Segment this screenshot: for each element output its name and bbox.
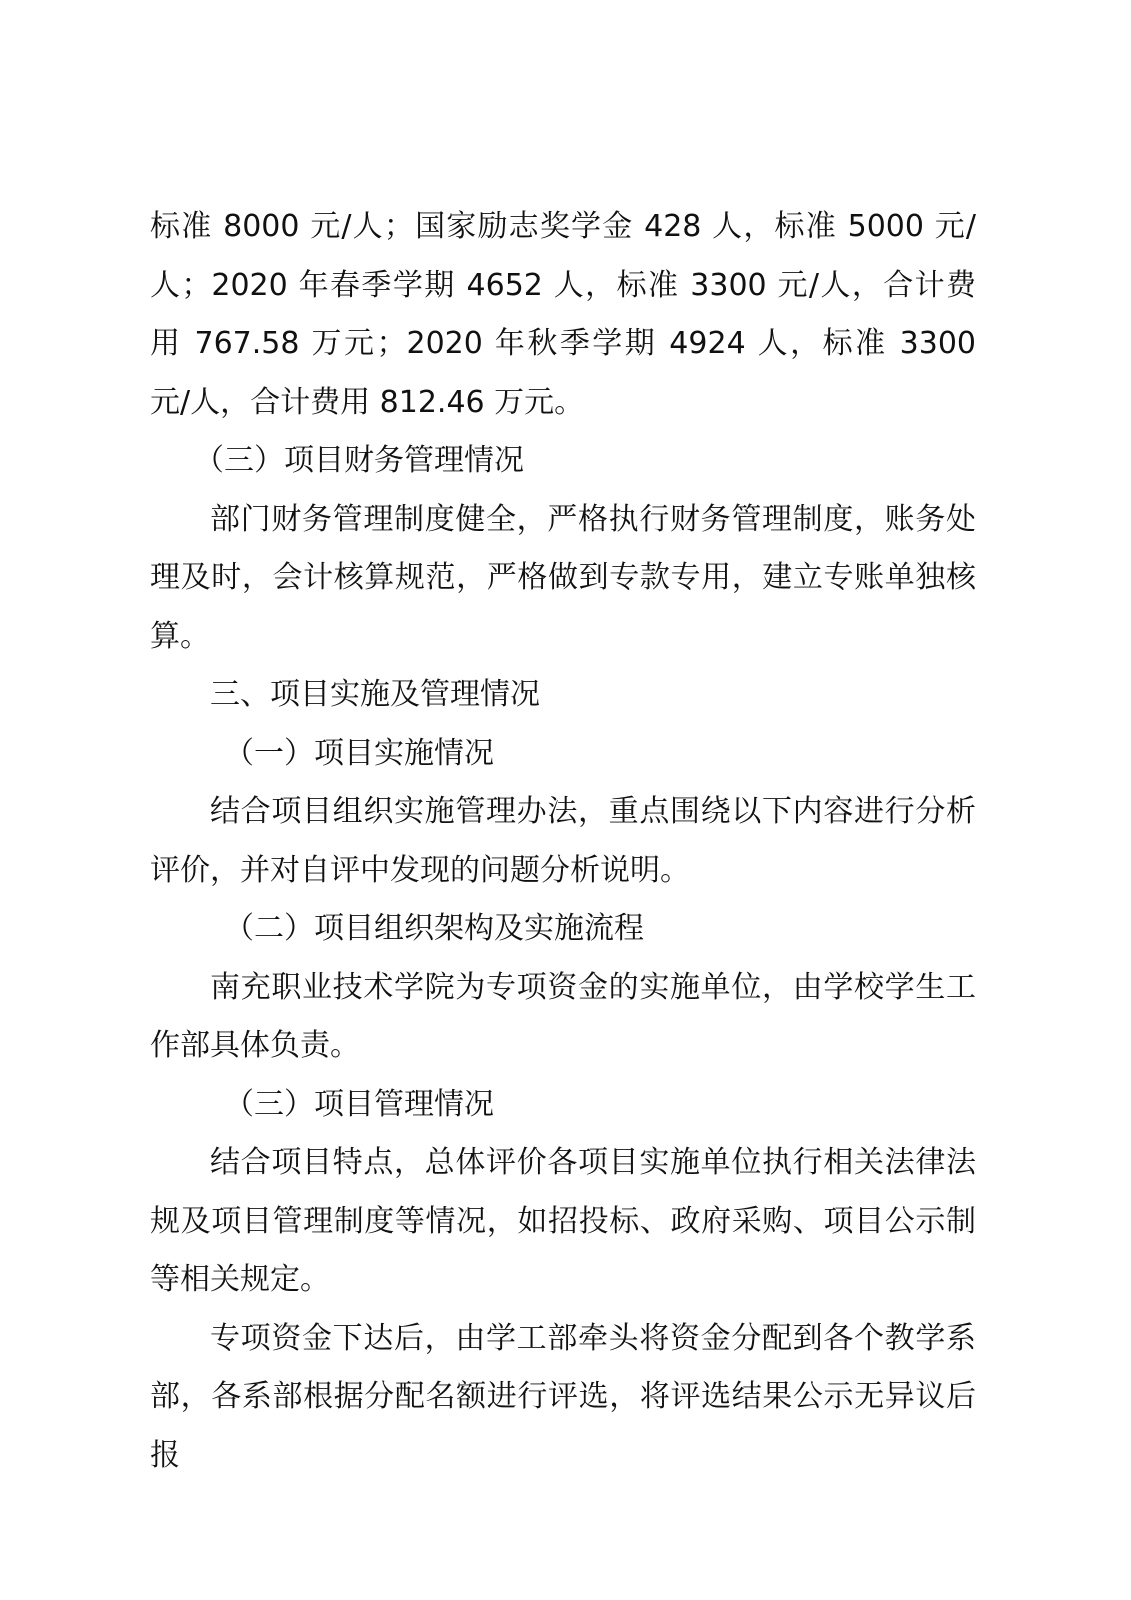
section-heading-financial-management: （三）项目财务管理情况 (194, 443, 524, 478)
body-paragraph-organization-process: 南充职业技术学院为专项资金的实施单位，由学校学生工作部具体负责。 (150, 969, 976, 1063)
section-heading-implementation-status: （一）项目实施情况 (224, 735, 494, 771)
body-paragraph-scholarship-figures: 标准 8000 元/人；国家励志奖学金 428 人，标准 5000 元/人；2020 年春季学期 4652 人，标准 3300 元/人，合计费用 767.58 万元；2020 年秋季学期 4924 人，标准 3300 元/人，合计费用 812.46 万元。 (150, 209, 976, 420)
section-heading-organization-process: （二）项目组织架构及实施流程 (224, 911, 644, 946)
body-paragraph-financial-management: 部门财务管理制度健全，严格执行财务管理制度，账务处理及时，会计核算规范，严格做到专款专用，建立专账单独核算。 (150, 501, 976, 654)
body-paragraph-implementation-status: 结合项目组织实施管理办法，重点围绕以下内容进行分析评价，并对自评中发现的问题分析说明。 (150, 794, 976, 888)
body-paragraph-fund-allocation: 专项资金下达后，由学工部牵头将资金分配到各个教学系部，各系部根据分配名额进行评选，将评选结果公示无异议后报 (150, 1320, 976, 1473)
document-body (150, 198, 976, 1485)
section-heading-project-management: （三）项目管理情况 (224, 1086, 494, 1122)
chapter-heading-implementation: 三、项目实施及管理情况 (210, 677, 540, 712)
body-paragraph-project-management: 结合项目特点，总体评价各项目实施单位执行相关法律法规及项目管理制度等情况，如招投标、政府采购、项目公示制等相关规定。 (150, 1145, 976, 1297)
